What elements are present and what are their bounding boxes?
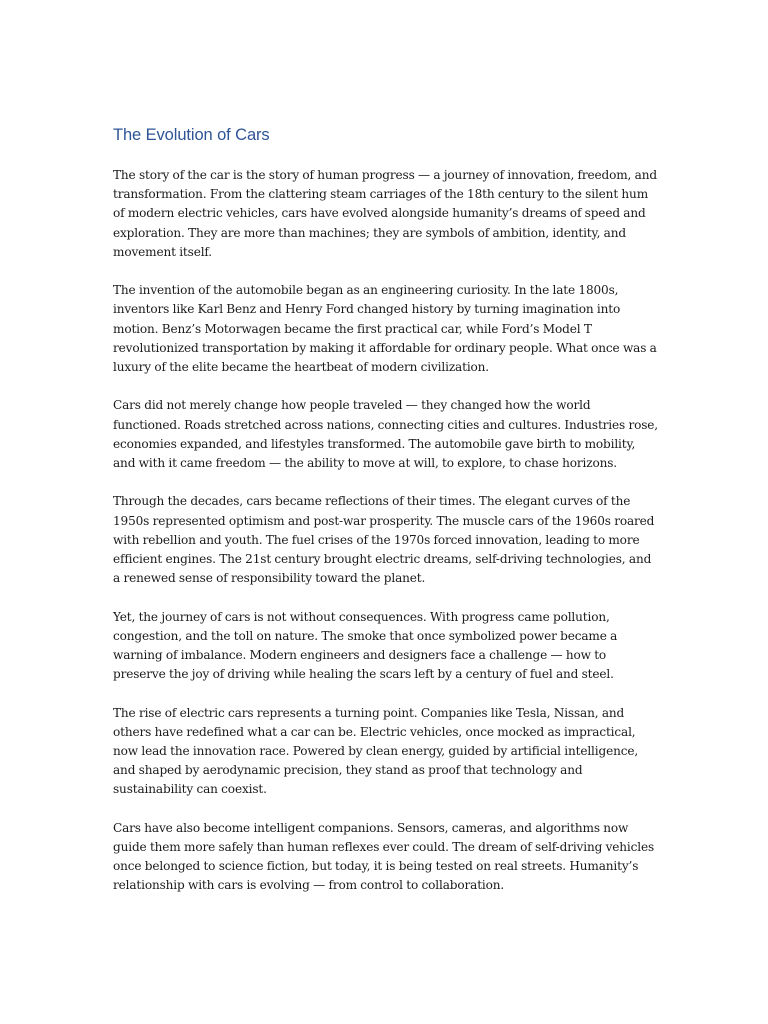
paragraph-consequences: Yet, the journey of cars is not without consequences. With progress came pollution, congestion, and the toll on nature. The smoke that once symbolized power became a warning of imbalance. Modern engineers and designers face a challenge — how to preserve the joy of driving while healing the scars left by a century of fuel and steel. xyxy=(113,609,618,682)
paragraph-decades: Through the decades, cars became reflections of their times. The elegant curves of the 1950s represented optimism and post-war prosperity. The muscle cars of the 1960s roared with rebellion and youth. The fuel crises of the 1970s forced innovation, leading to more efficient engines. The 21st century brought electric dreams, self-driving technologies, and a renewed sense of responsibility toward the planet. xyxy=(113,494,655,586)
paragraph-intro: The story of the car is the story of human progress — a journey of innovation, freedom, and transformation. From the clattering steam carriages of the 18th century to the silent hum of modern electric vehicles, cars have evolved alongside humanity’s dreams of speed and exploration. They are more than machines; they are symbols of ambition, identity, and movement itself. xyxy=(113,168,657,259)
paragraph-electric: The rise of electric cars represents a turning point. Companies like Tesla, Nissan, and others have redefined what a car can be. Electric vehicles, once mocked as impractical, now lead the innovation race. Powered by clean energy, guided by artificial intelligence, and shaped by aerodynamic precision, they stand as proof that technology and sustainability can coexist. xyxy=(113,705,639,797)
paragraph-impact: Cars did not merely change how people traveled — they changed how the world functioned. Roads stretched across nations, connecting cities and cultures. Industries rose, economies expanded, and lifestyles transformed. The automobile gave birth to mobility, and with it came freedom — the ability to move at will, to explore, to chase horizons. xyxy=(113,398,658,471)
document-body xyxy=(113,124,658,915)
document-title: The Evolution of Cars xyxy=(113,126,270,144)
paragraph-intelligent: Cars have also become intelligent companions. Sensors, cameras, and algorithms now guide them more safely than human reflexes ever could. The dream of self-driving vehicles once belonged to science fiction, but today, it is being tested on real streets. Humanity’s relationship with cars is evolving — from control to collaboration. xyxy=(113,820,655,893)
paragraph-invention: The invention of the automobile began as an engineering curiosity. In the late 1800s, inventors like Karl Benz and Henry Ford changed history by turning imagination into motion. Benz’s Motorwagen became the first practical car, while Ford’s Model T revolutionized transportation by making it affordable for ordinary people. What once was a luxury of the elite became the heartbeat of modern civilization. xyxy=(113,283,657,375)
